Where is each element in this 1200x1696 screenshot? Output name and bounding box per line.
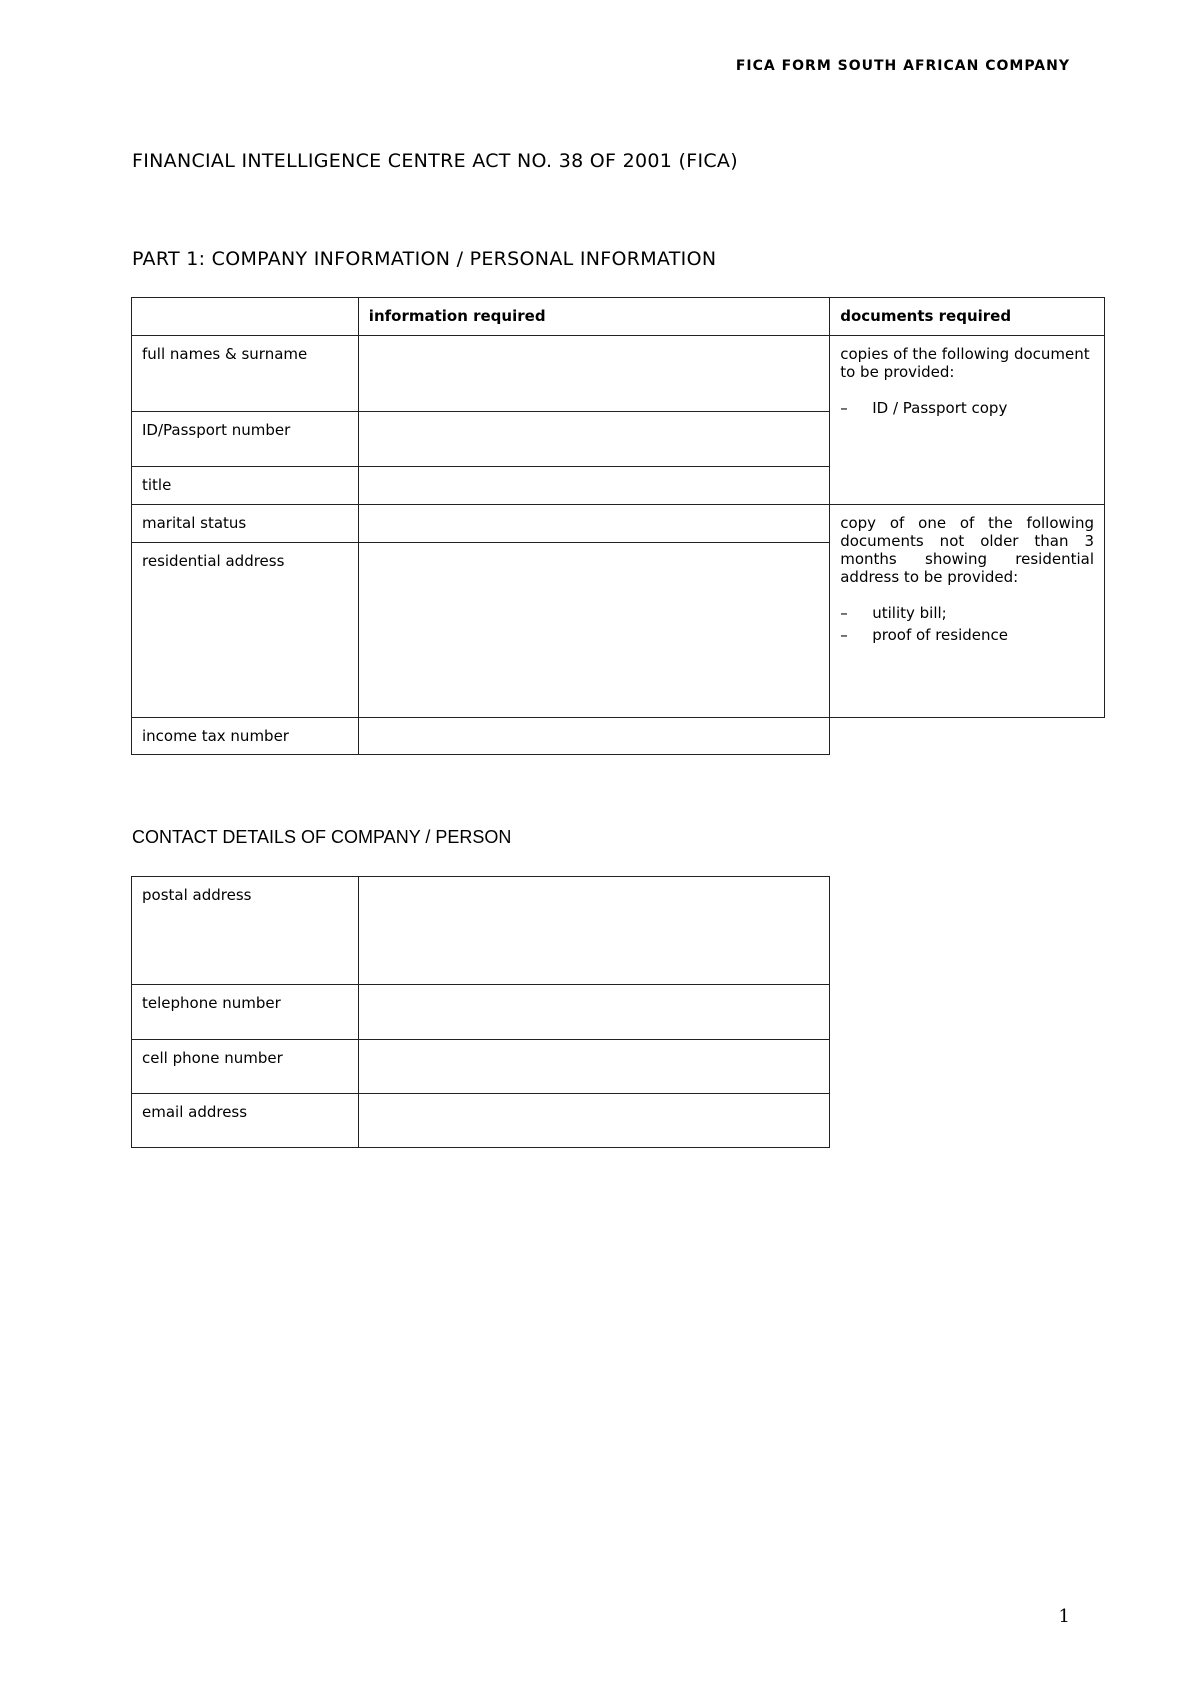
docs-address-list <box>840 604 1094 644</box>
empty-cell <box>830 718 1105 755</box>
page-number: 1 <box>1058 1606 1070 1627</box>
input-cell-title[interactable] <box>358 467 829 505</box>
input-cell-postal-address[interactable] <box>358 877 829 985</box>
row-label-postal-address: postal address <box>132 877 359 985</box>
row-label-telephone: telephone number <box>132 985 359 1040</box>
part1-title: PART 1: COMPANY INFORMATION / PERSONAL INFORMATION <box>132 248 717 270</box>
list-item: – ID / Passport copy <box>840 399 1008 417</box>
row-label-marital-status: marital status <box>132 505 359 543</box>
input-cell-cell-phone[interactable] <box>358 1040 829 1094</box>
row-label-income-tax: income tax number <box>132 718 359 755</box>
input-cell-residential-address[interactable] <box>358 543 829 718</box>
input-cell-income-tax[interactable] <box>358 718 829 755</box>
docs-id-cell <box>830 336 1105 505</box>
row-label-cell-phone: cell phone number <box>132 1040 359 1094</box>
row-label-email: email address <box>132 1094 359 1148</box>
column-header-info: information required <box>358 298 829 336</box>
input-cell-full-names[interactable] <box>358 336 829 412</box>
input-cell-email[interactable] <box>358 1094 829 1148</box>
docs-address-intro: copy of one of the following documents not older than 3 months showing residential address to be provided: <box>840 514 1094 586</box>
column-header-docs: documents required <box>830 298 1105 336</box>
row-label-full-names: full names & surname <box>132 336 359 412</box>
list-item: – utility bill; <box>840 604 947 622</box>
docs-id-intro: copies of the following document to be provided: <box>840 345 1090 381</box>
input-cell-telephone[interactable] <box>358 985 829 1040</box>
document-title: FINANCIAL INTELLIGENCE CENTRE ACT NO. 38 OF 2001 (FICA) <box>132 150 738 172</box>
contact-section-title: CONTACT DETAILS OF COMPANY / PERSON <box>132 827 512 847</box>
contact-details-table <box>131 876 830 1148</box>
list-item: – proof of residence <box>840 626 1009 644</box>
row-label-title: title <box>132 467 359 505</box>
input-cell-id-passport[interactable] <box>358 412 829 467</box>
row-label-residential-address: residential address <box>132 543 359 718</box>
header-empty-cell <box>132 298 359 336</box>
input-cell-marital-status[interactable] <box>358 505 829 543</box>
row-label-id-passport: ID/Passport number <box>132 412 359 467</box>
docs-id-list <box>840 399 1094 417</box>
company-info-table <box>131 297 1105 755</box>
docs-address-cell <box>830 505 1105 718</box>
document-header: FICA FORM SOUTH AFRICAN COMPANY <box>735 58 1070 74</box>
